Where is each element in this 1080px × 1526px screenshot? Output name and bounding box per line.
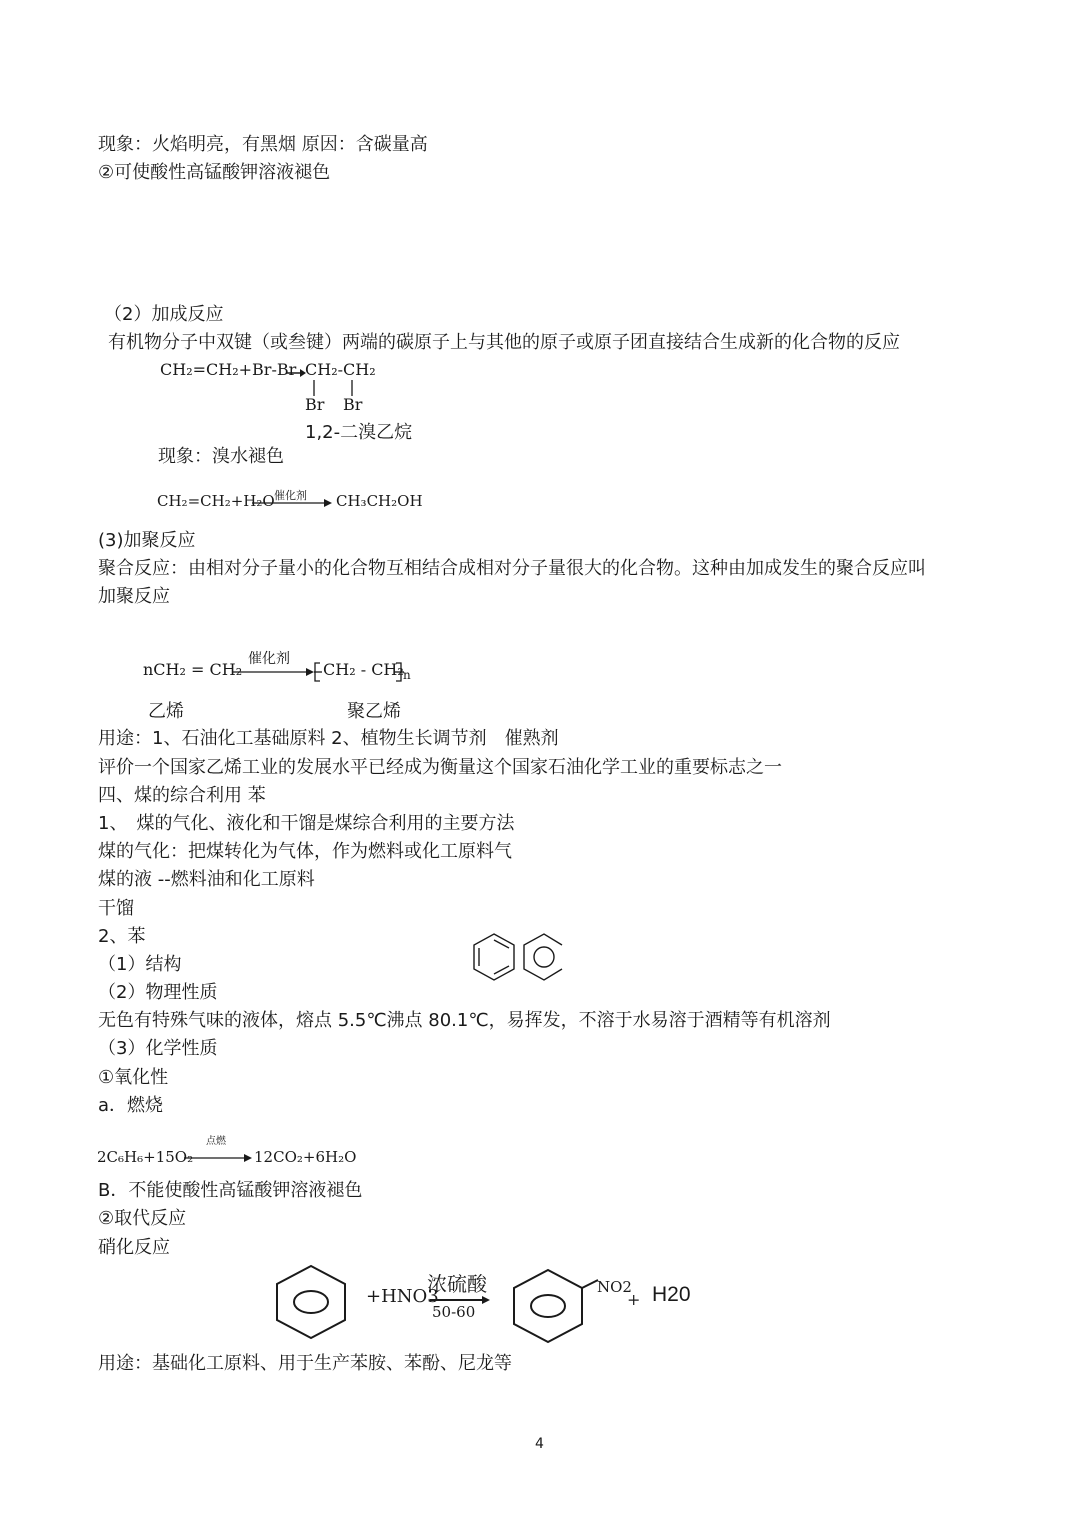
text-line: （2）物理性质 [98, 982, 218, 1003]
text-line: 加聚反应 [98, 586, 170, 607]
text-line: 用途：1、石油化工基础原料 2、植物生长调节剂 催熟剂 [98, 728, 559, 749]
text-line: 现象：溴水褪色 [158, 446, 284, 467]
text-line: 无色有特殊气味的液体，熔点 5.5℃沸点 80.1℃，易挥发，不溶于水易溶于酒精等有机溶剂 [98, 1010, 831, 1031]
eq1-br-right: Br [343, 395, 363, 414]
section-heading: 四、煤的综合利用 苯 [98, 785, 266, 806]
text-line: 1、 煤的气化、液化和干馏是煤综合利用的主要方法 [98, 813, 515, 834]
eq5-water: H20 [652, 1283, 691, 1306]
compound-name: 乙烯 [148, 701, 184, 722]
text-line: a．燃烧 [98, 1095, 164, 1116]
eq2-lhs: CH₂=CH₂+H₂O [157, 492, 275, 510]
text-line: 现象：火焰明亮，有黑烟 原因：含碳量高 [98, 134, 428, 155]
section-heading: (3)加聚反应 [98, 530, 196, 551]
eq1-br-left: Br [305, 395, 325, 414]
eq3-lhs: nCH₂ = CH₂ [143, 660, 243, 679]
eq4-lhs: 2C₆H₆+15O₂ [97, 1148, 194, 1166]
eq4-rhs: 12CO₂+6H₂O [254, 1148, 357, 1166]
text-line: 有机物分子中双键（或叁键）两端的碳原子上与其他的原子或原子团直接结合生成新的化合物的反应 [108, 332, 900, 353]
eq5-condition-bottom: 50-60 [432, 1303, 476, 1321]
section-heading: （2）加成反应 [104, 304, 224, 325]
eq3-n: n [403, 668, 411, 682]
text-line: ②可使酸性高锰酸钾溶液褪色 [98, 162, 331, 183]
compound-name: 1,2-二溴乙烷 [305, 422, 413, 443]
text-line: ①氧化性 [98, 1067, 169, 1088]
text-line: 2、苯 [98, 926, 146, 947]
text-line: （1）结构 [98, 954, 182, 975]
arrow-icon [232, 667, 314, 677]
text-line: 用途：基础化工原料、用于生产苯胺、苯酚、尼龙等 [98, 1353, 512, 1374]
eq5-plus: + [627, 1290, 641, 1309]
section-heading: （3）化学性质 [98, 1038, 218, 1059]
eq1-lhs: CH₂=CH₂+Br-Br [160, 360, 297, 379]
eq5-condition-top: 浓硫酸 [427, 1272, 487, 1296]
eq3-catalyst: 催化剂 [248, 651, 290, 667]
arrow-icon [252, 498, 332, 508]
text-line: 评价一个国家乙烯工业的发展水平已经成为衡量这个国家石油化学工业的重要标志之一 [98, 757, 782, 778]
benzene-ring-icon [275, 1264, 355, 1340]
arrow-icon [286, 368, 306, 378]
eq5-no2: NO2 [597, 1278, 632, 1296]
text-line: 硝化反应 [98, 1237, 170, 1258]
text-line: 聚合反应：由相对分子量小的化合物互相结合成相对分子量很大的化合物。这种由加成发生的聚合反应叫 [98, 558, 926, 579]
eq1-rhs: CH₂-CH₂ [305, 360, 376, 379]
eq5-reagent: +HNO3 [366, 1286, 439, 1307]
text-line: 煤的液 --燃料油和化工原料 [98, 869, 315, 890]
eq2-catalyst: 催化剂 [274, 489, 307, 502]
eq4-condition: 点燃 [206, 1136, 226, 1147]
nitrobenzene-ring-icon [512, 1268, 602, 1344]
text-line: 煤的气化：把煤转化为气体，作为燃料或化工原料气 [98, 841, 512, 862]
eq3-rhs: CH₂ - CH₂ [323, 660, 404, 679]
benzene-structure-icon [470, 932, 570, 982]
page-number: 4 [535, 1436, 544, 1452]
text-line: ②取代反应 [98, 1208, 187, 1229]
text-line: 干馏 [98, 898, 134, 919]
eq2-rhs: CH₃CH₂OH [336, 492, 423, 510]
arrow-icon [184, 1153, 252, 1163]
text-line: B．不能使酸性高锰酸钾溶液褪色 [98, 1180, 363, 1201]
compound-name: 聚乙烯 [347, 701, 401, 722]
